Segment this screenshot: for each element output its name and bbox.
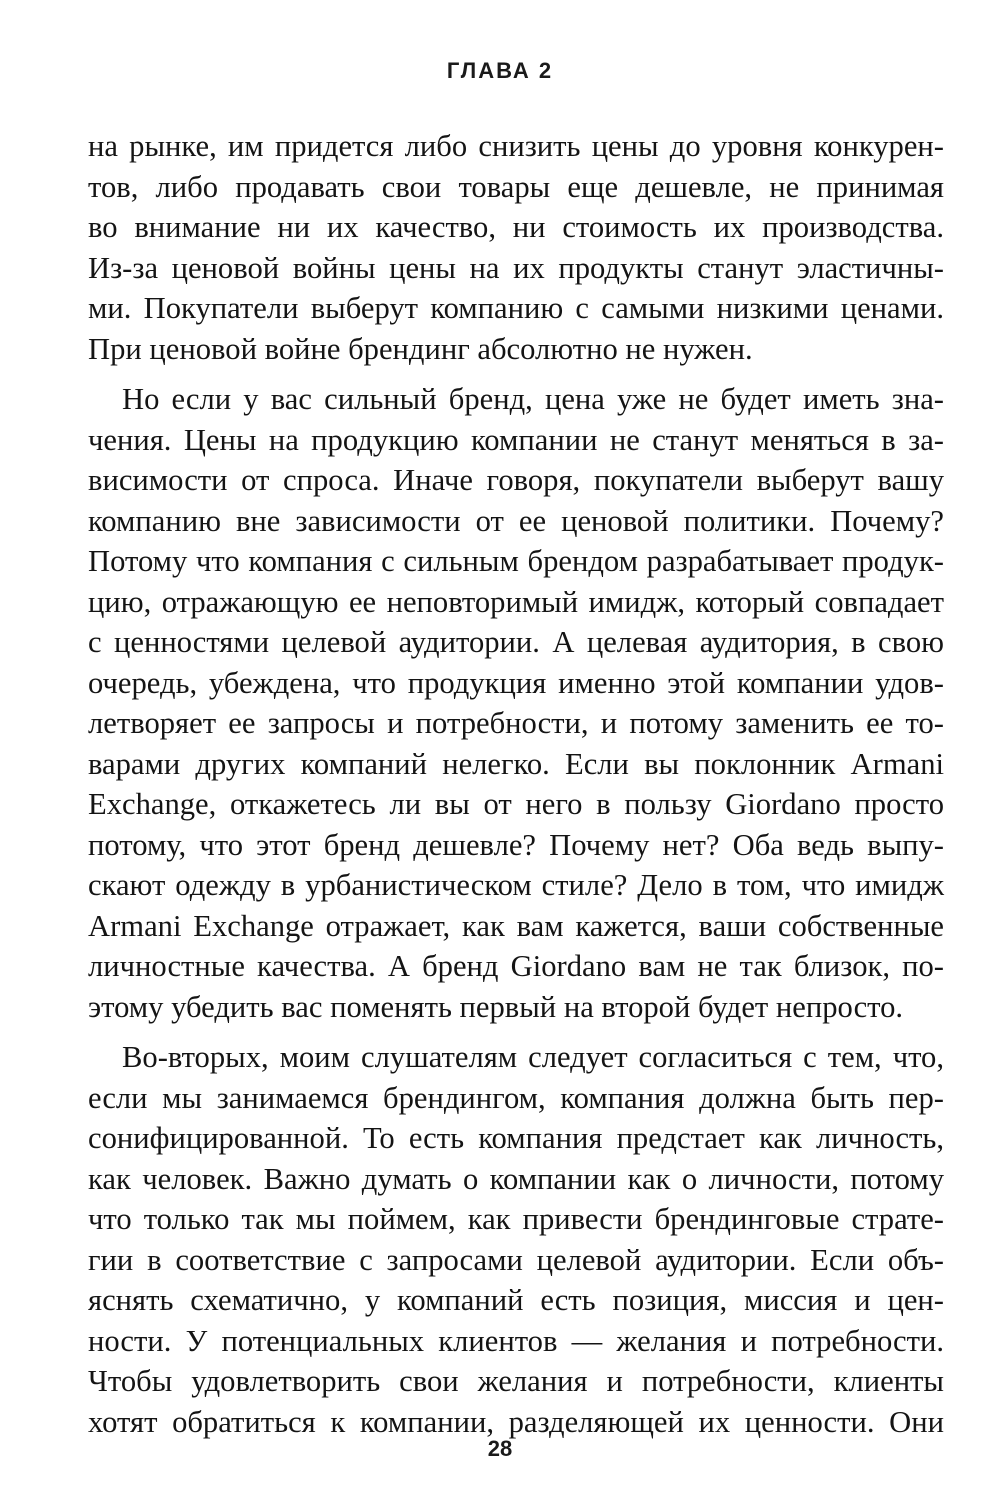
text-line: Exchange, откажетесь ли вы от него в пользу Giordano просто xyxy=(88,787,944,821)
text-line: гии в соответствие с запросами целевой аудитории. Если объ- xyxy=(88,1242,944,1277)
text-line: цию, отражающую ее неповторимый имидж, который совпадает xyxy=(88,584,944,619)
text-line: личностные качества. А бренд Giordano вам не так близок, по- xyxy=(88,949,944,983)
text-line: хотят обратиться к компании, разделяющей их ценности. Они xyxy=(88,1404,944,1439)
text-line: с ценностями целевой аудитории. А целевая аудитория, в свою xyxy=(88,625,944,659)
text-line: Из-за ценовой войны цены на их продукты станут эластичны- xyxy=(88,250,944,285)
text-line: Armani Exchange отражает, как вам кажется, ваши собственные xyxy=(88,908,944,943)
paragraph xyxy=(88,379,944,1027)
text-line: что только так мы поймем, как привести брендинговые страте- xyxy=(88,1202,944,1236)
paragraph xyxy=(88,1037,944,1442)
text-line: Во-вторых, моим слушателям следует согласиться с тем, что, xyxy=(122,1040,944,1074)
text-line: При ценовой войне брендинг абсолютно не нужен. xyxy=(88,331,753,366)
page-number: 28 xyxy=(487,1436,513,1461)
text-line: ми. Покупатели выберут компанию с самыми низкими ценами. xyxy=(88,291,944,325)
text-line: чения. Цены на продукцию компании не станут меняться в за- xyxy=(88,422,944,457)
body-text xyxy=(88,126,944,1452)
text-line: яснять схематично, у компаний есть позиция, миссия и цен- xyxy=(88,1283,944,1317)
text-line: ности. У потенциальных клиентов — желания и потребности. xyxy=(88,1323,944,1358)
text-line: Потому что компания с сильным брендом разрабатывает продук- xyxy=(88,544,944,578)
text-line: потому, что этот бренд дешевле? Почему нет? Оба ведь выпу- xyxy=(88,827,944,862)
text-line: на рынке, им придется либо снизить цены до уровня конкурен- xyxy=(88,129,944,163)
text-line: скают одежду в урбанистическом стиле? Дело в том, что имидж xyxy=(88,868,944,902)
text-line: Но если у вас сильный бренд, цена уже не будет иметь зна- xyxy=(122,382,944,416)
paragraph xyxy=(88,126,944,369)
text-line: очередь, убеждена, что продукция именно этой компании удов- xyxy=(88,665,944,700)
text-line: тов, либо продавать свои товары еще дешевле, не принимая xyxy=(88,169,944,204)
text-line: как человек. Важно думать о компании как о личности, потому xyxy=(88,1161,944,1196)
text-line: если мы занимаемся брендингом, компания должна быть пер- xyxy=(88,1080,944,1115)
text-line: сонифицированной. То есть компания предстает как личность, xyxy=(88,1121,944,1155)
text-line: Чтобы удовлетворить свои желания и потребности, клиенты xyxy=(88,1364,944,1398)
text-line: этому убедить вас поменять первый на второй будет непросто. xyxy=(88,989,904,1024)
chapter-header: ГЛАВА 2 xyxy=(446,58,554,83)
text-line: варами других компаний нелегко. Если вы поклонник Armani xyxy=(88,746,944,781)
text-line: висимости от спроса. Иначе говоря, покупатели выберут вашу xyxy=(88,463,944,497)
text-line: во внимание ни их качество, ни стоимость их производства. xyxy=(88,210,944,244)
text-line: компанию вне зависимости от ее ценовой политики. Почему? xyxy=(88,503,944,538)
text-line: летворяет ее запросы и потребности, и потому заменить ее то- xyxy=(88,706,944,740)
